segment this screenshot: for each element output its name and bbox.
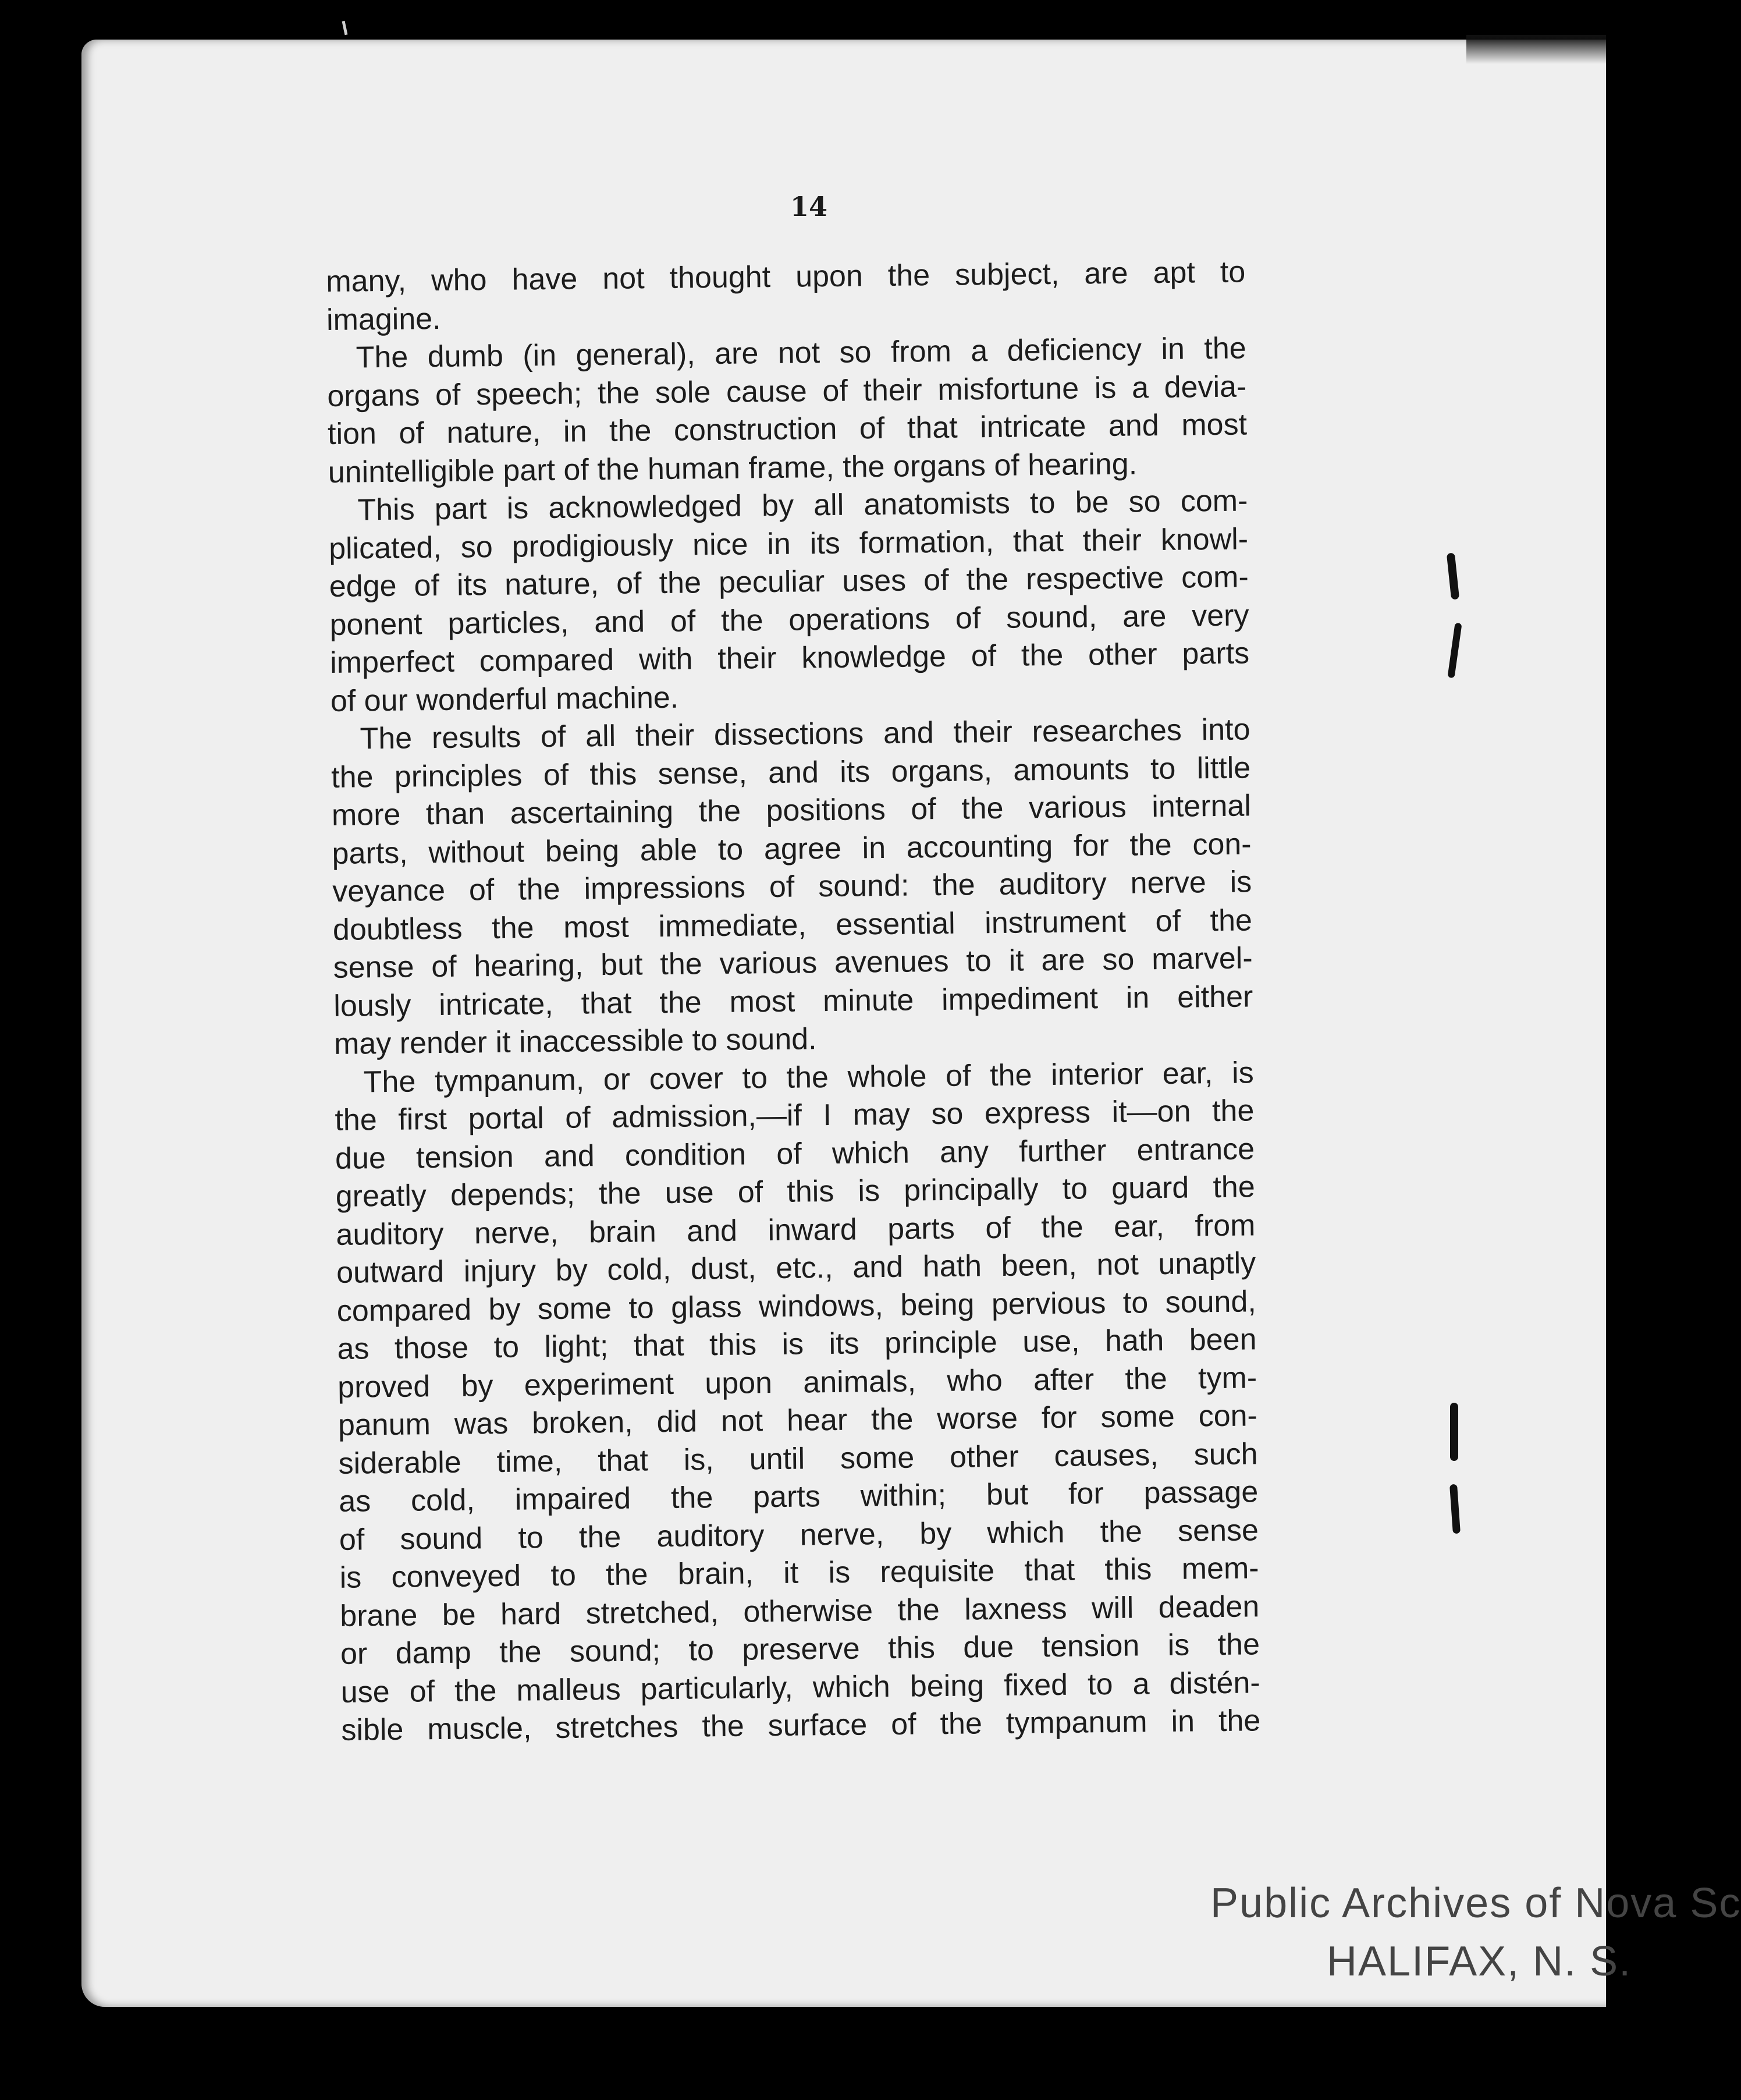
text-line: greatly depends; the use of this is principally to guard the (335, 1170, 1256, 1214)
archive-stamp (1210, 1874, 1741, 1991)
scan-edge-mark (342, 21, 348, 36)
text-line: unintelligible part of the human frame, the organs of hearing. (328, 446, 1138, 489)
text-line: use of the malleus particularly, which being fixed to a distén- (340, 1665, 1260, 1709)
text-line: more than ascertaining the positions of the various internal (331, 789, 1252, 832)
text-line: tion of nature, in the construction of that intricate and most (327, 407, 1248, 451)
margin-mark (1450, 1403, 1458, 1461)
text-line: imperfect compared with their knowledge of the other parts (329, 636, 1250, 680)
text-line: The tympanum, or cover to the whole of the interior ear, is (363, 1055, 1254, 1099)
text-line: sense of hearing, but the various avenues to it are so marvel- (333, 941, 1253, 985)
text-line: doubtless the most immediate, essential instrument of the (332, 903, 1253, 947)
text-line: The results of all their dissections and their researches into (360, 712, 1250, 756)
text-line: of sound to the auditory nerve, by which the sense (339, 1513, 1259, 1557)
text-line: This part is acknowledged by all anatomists to be so com- (357, 484, 1248, 527)
text-line: sible muscle, stretches the surface of the tympanum in the (341, 1704, 1261, 1747)
page-number: 14 (790, 191, 827, 222)
text-line: organs of speech; the sole cause of their misfortune is a devia- (327, 369, 1247, 413)
text-line: as those to light; that this is its principle use, hath been (337, 1322, 1257, 1366)
text-line: brane be hard stretched, otherwise the laxness will deaden (340, 1589, 1260, 1633)
text-line: siderable time, that is, until some other causes, such (338, 1436, 1258, 1481)
text-line: the principles of this sense, and its organs, amounts to little (331, 750, 1251, 794)
text-line: edge of its nature, of the peculiar uses of the respective com- (329, 560, 1249, 604)
text-line: auditory nerve, brain and inward parts of the ear, from (336, 1208, 1256, 1252)
text-line: parts, without being able to agree in accounting for the con- (332, 826, 1252, 871)
text-line: of our wonderful machine. (330, 680, 679, 718)
text-line: ponent particles, and of the operations of sound, are very (329, 598, 1249, 642)
text-line: many, who have not thought upon the subject, are apt to (326, 255, 1246, 299)
text-line: may render it inaccessible to sound. (333, 1022, 817, 1061)
scan-shadow (1466, 35, 1606, 64)
text-line: plicated, so prodigiously nice in its formation, that their knowl- (328, 522, 1249, 566)
stamp-line-1: Public Archives of Nova Sc (1210, 1880, 1741, 1927)
body-text (326, 253, 1261, 1750)
text-line: lously intricate, that the most minute impediment in either (333, 979, 1253, 1023)
text-line: due tension and condition of which any further entrance (335, 1131, 1255, 1176)
text-line: imagine. (326, 301, 441, 337)
text-line: outward injury by cold, dust, etc., and hath been, not unaptly (336, 1246, 1256, 1290)
text-line: is conveyed to the brain, it is requisite that this mem- (339, 1551, 1259, 1595)
text-line: as cold, impaired the parts within; but for passage (338, 1475, 1259, 1519)
text-line: compared by some to glass windows, being pervious to sound, (336, 1284, 1257, 1328)
text-line: panum was broken, did not hear the worse for some con- (337, 1399, 1258, 1442)
text-line: proved by experiment upon animals, who after the tym- (337, 1360, 1257, 1404)
text-line: or damp the sound; to preserve this due tension is the (340, 1627, 1260, 1671)
text-line: the first portal of admission,—if I may so express it—on the (335, 1094, 1255, 1137)
text-line: The dumb (in general), are not so from a deficiency in the (356, 331, 1246, 375)
stamp-line-2: HALIFAX, N. S. (1327, 1938, 1632, 1985)
text-line: veyance of the impressions of sound: the auditory nerve is (332, 865, 1252, 909)
